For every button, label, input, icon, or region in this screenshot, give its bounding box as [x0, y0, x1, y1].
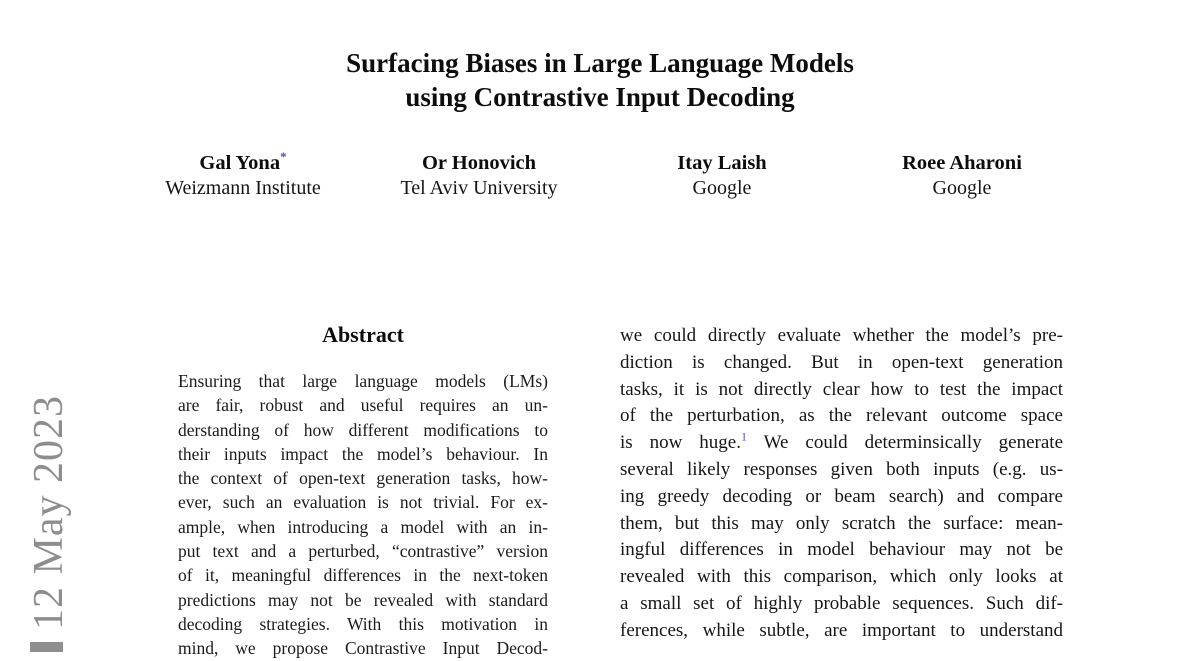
author-block-gal-yona: [165, 151, 321, 201]
abstract-line: of it, meaningful differences in the next-token: [178, 565, 548, 586]
clipped-text-fragment: [30, 642, 63, 652]
body-line: ingful differences in model behaviour may not be: [620, 539, 1063, 561]
author-name-text: Itay Laish: [677, 152, 767, 174]
author-name: [902, 151, 1022, 176]
abstract-line: put text and a perturbed, “contrastive” version: [178, 541, 548, 562]
author-name-text: Roee Aharoni: [902, 152, 1022, 174]
author-footnote-asterisk[interactable]: *: [280, 149, 287, 165]
abstract-line: their inputs impact the model’s behaviour. In: [178, 443, 548, 464]
abstract-line: mind, we propose Contrastive Input Decod-: [178, 638, 548, 659]
author-name-text: Gal Yona: [199, 152, 281, 174]
author-affiliation: Tel Aviv University: [400, 177, 558, 199]
author-block-itay-laish: [677, 151, 766, 201]
abstract-line: are fair, robust and useful requires an un-: [178, 395, 548, 416]
abstract-line: predictions may not be revealed with standard: [178, 589, 548, 610]
abstract-line: ever, such an evaluation is not trivial. For ex-: [178, 492, 548, 513]
author-affiliation: Weizmann Institute: [165, 177, 321, 199]
body-line-text: is now huge.: [620, 432, 741, 454]
abstract-line: ample, when introducing a model with an in-: [178, 516, 548, 537]
abstract-heading: Abstract: [322, 322, 404, 347]
author-block-or-honovich: [400, 151, 557, 201]
abstract-line: derstanding of how different modifications to: [178, 419, 548, 440]
arxiv-date-watermark: 12 May 2023: [26, 395, 72, 630]
author-name: [400, 151, 557, 176]
abstract-line: Ensuring that large language models (LMs): [178, 371, 548, 391]
body-line: ferences, while subtle, are important to understand: [620, 619, 1063, 641]
paper-title: [0, 46, 1200, 114]
paper-title-line2: using Contrastive Input Decoding: [405, 82, 795, 112]
body-line-text: We could determinsically generate: [747, 432, 1064, 454]
body-line-with-footnote: [620, 430, 1063, 457]
author-affiliation: Google: [692, 177, 752, 199]
author-name-text: Or Honovich: [421, 152, 537, 174]
abstract-text: [178, 369, 548, 661]
body-line: diction is changed. But in open-text generation: [620, 351, 1063, 373]
author-affiliation: Google: [932, 177, 992, 199]
body-line: them, but this may only scratch the surface: mean-: [620, 512, 1063, 534]
paper-title-line1: Surfacing Biases in Large Language Models: [346, 48, 854, 78]
body-line: several likely responses given both inputs (e.g. us-: [620, 458, 1063, 480]
body-line: we could directly evaluate whether the model’s pre-: [620, 325, 1063, 346]
body-line: revealed with this comparison, which only looks at: [620, 566, 1063, 588]
body-line: a small set of highly probable sequences. Such dif-: [620, 592, 1063, 614]
abstract-line: decoding strategies. With this motivation in: [178, 613, 548, 634]
abstract-line: the context of open-text generation tasks, how-: [178, 468, 548, 489]
body-line: tasks, it is not directly clear how to test the impact: [620, 378, 1063, 400]
body-line: ing greedy decoding or beam search) and compare: [620, 485, 1063, 507]
author-name: [677, 151, 766, 176]
body-column-text: [620, 323, 1063, 645]
author-name: [165, 151, 321, 176]
footnote-ref-1[interactable]: 1: [741, 429, 747, 444]
author-block-roee-aharoni: [902, 151, 1022, 201]
body-line: of the perturbation, as the relevant outcome space: [620, 405, 1063, 427]
